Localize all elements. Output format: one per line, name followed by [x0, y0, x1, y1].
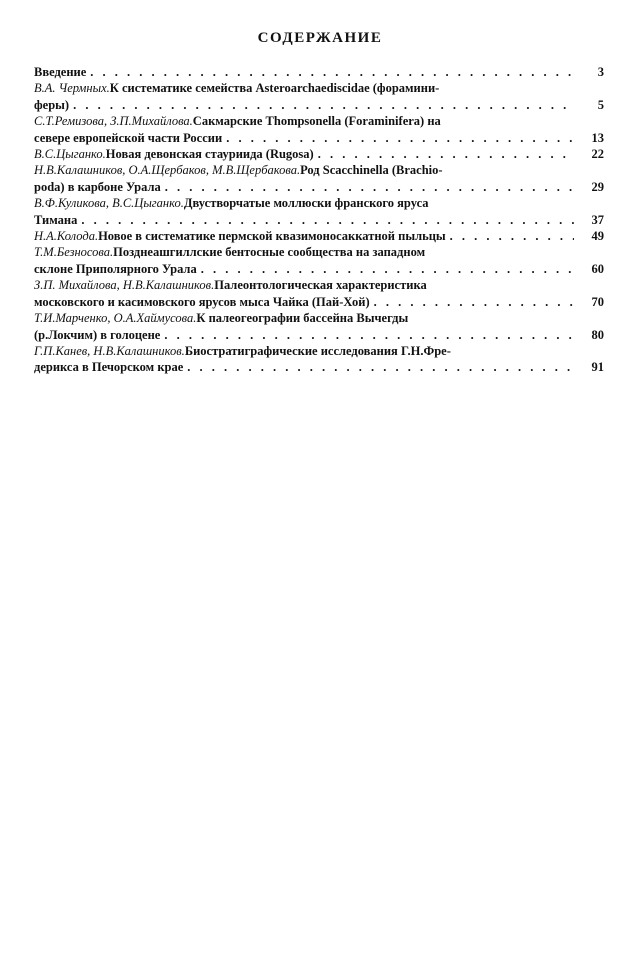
toc-entry-title: Введение — [34, 65, 87, 79]
page-number: 49 — [591, 229, 604, 244]
toc-entry-title-continued: Тимана — [34, 212, 78, 227]
toc-entry-title: К палеогеографии бассейна Вычегды — [196, 311, 409, 326]
toc-entry — [34, 244, 604, 277]
toc-line — [34, 162, 604, 178]
toc-line — [34, 97, 604, 113]
toc-entry-authors: Т.М.Безносова. — [34, 245, 114, 260]
page-number: 60 — [591, 261, 604, 276]
toc-entry-title: Новое в систематике пермской квазимоносаккатной пыльцы — [98, 229, 446, 244]
page-number: 22 — [591, 147, 604, 162]
page-number: 13 — [591, 130, 604, 145]
toc-entry-title: Двустворчатые моллюски франского яруса — [183, 196, 429, 211]
toc-entry-authors: Н.В.Калашников, О.А.Щербаков, М.В.Щербакова. — [34, 163, 301, 178]
toc-entry-title-continued: московского и касимовского ярусов мыса Чайка (Пай-Хой) — [34, 294, 370, 309]
toc-entry-introduction — [34, 64, 604, 80]
dot-leader — [164, 327, 574, 343]
dot-leader — [318, 146, 574, 162]
dot-leader — [90, 64, 574, 80]
toc-entry-authors: Т.И.Марченко, О.А.Хаймусова. — [34, 311, 197, 326]
dot-leader — [374, 294, 574, 310]
toc-entry-authors: Н.А.Колода. — [34, 229, 99, 244]
toc-line — [34, 261, 604, 277]
toc-entry-title-continued: севере европейской части России — [34, 130, 223, 145]
toc-line — [34, 310, 604, 326]
toc-entry-title-continued: склоне Приполярного Урала — [34, 261, 197, 276]
toc-entry — [34, 343, 604, 376]
toc-line — [34, 343, 604, 359]
toc-entry-authors: С.Т.Ремизова, З.П.Михайлова. — [34, 114, 193, 129]
toc-entry — [34, 146, 604, 162]
toc-entry-title-continued: феры) — [34, 97, 70, 112]
toc-line — [34, 228, 604, 244]
page-number: 5 — [597, 97, 604, 112]
toc-entry-authors: Г.П.Канев, Н.В.Калашников. — [34, 343, 185, 358]
toc-line — [34, 294, 604, 310]
toc-entry-authors: З.П. Михайлова, Н.В.Калашников. — [34, 278, 215, 293]
dot-leader — [201, 261, 574, 277]
toc-line — [34, 130, 604, 146]
toc-line — [34, 244, 604, 260]
page-number: 80 — [591, 327, 604, 342]
toc-entry — [34, 80, 604, 113]
toc-line — [34, 64, 604, 80]
page-number: 3 — [597, 65, 604, 79]
toc-entry-title: Палеонтологическая характеристика — [214, 278, 427, 293]
table-of-contents — [34, 64, 604, 376]
toc-entry-title: Род Scacchinella (Brachio- — [300, 163, 443, 178]
toc-line — [34, 113, 604, 129]
toc-entry-title: Новая девонская стауриида (Rugosa) — [105, 147, 314, 162]
dot-leader — [226, 130, 574, 146]
toc-line — [34, 212, 604, 228]
dot-leader — [73, 97, 574, 113]
toc-entry — [34, 228, 604, 244]
page-number: 29 — [591, 179, 604, 194]
page-number: 70 — [591, 294, 604, 309]
toc-line — [34, 179, 604, 195]
toc-entry-title-continued: poda) в карбоне Урала — [34, 179, 161, 194]
toc-entry-title: Сакмарские Thompsonella (Foraminifera) на — [192, 114, 441, 129]
toc-line — [34, 195, 604, 211]
toc-entry-title-continued: дерикса в Печорском крае — [34, 360, 184, 375]
toc-entry-authors: В.С.Цыганко. — [34, 147, 106, 162]
toc-entry — [34, 310, 604, 343]
dot-leader — [187, 359, 574, 375]
toc-line — [34, 146, 604, 162]
toc-entry-title-continued: (р.Локчим) в голоцене — [34, 327, 161, 342]
dot-leader — [165, 179, 574, 195]
toc-entry-authors: В.Ф.Куликова, В.С.Цыганко. — [34, 196, 184, 211]
page-title: СОДЕРЖАНИЕ — [257, 30, 383, 46]
page-number: 37 — [591, 212, 604, 227]
toc-line — [34, 359, 604, 375]
toc-line — [34, 277, 604, 293]
toc-entry-title: Позднеашгиллские бентосные сообщества на западном — [113, 245, 426, 260]
toc-entry — [34, 113, 604, 146]
page-number: 91 — [591, 360, 604, 375]
dot-leader — [450, 228, 574, 244]
toc-entry-authors: В.А. Чермных. — [34, 81, 110, 96]
toc-entry — [34, 195, 604, 228]
toc-entry — [34, 162, 604, 195]
toc-entry — [34, 277, 604, 310]
toc-entry-title: К систематике семейства Asteroarchaediscidae (форамини- — [109, 81, 440, 96]
toc-line — [34, 327, 604, 343]
dot-leader — [81, 212, 574, 228]
toc-line — [34, 80, 604, 96]
toc-entry-title: Биостратиграфические исследования Г.Н.Фре- — [184, 343, 451, 358]
